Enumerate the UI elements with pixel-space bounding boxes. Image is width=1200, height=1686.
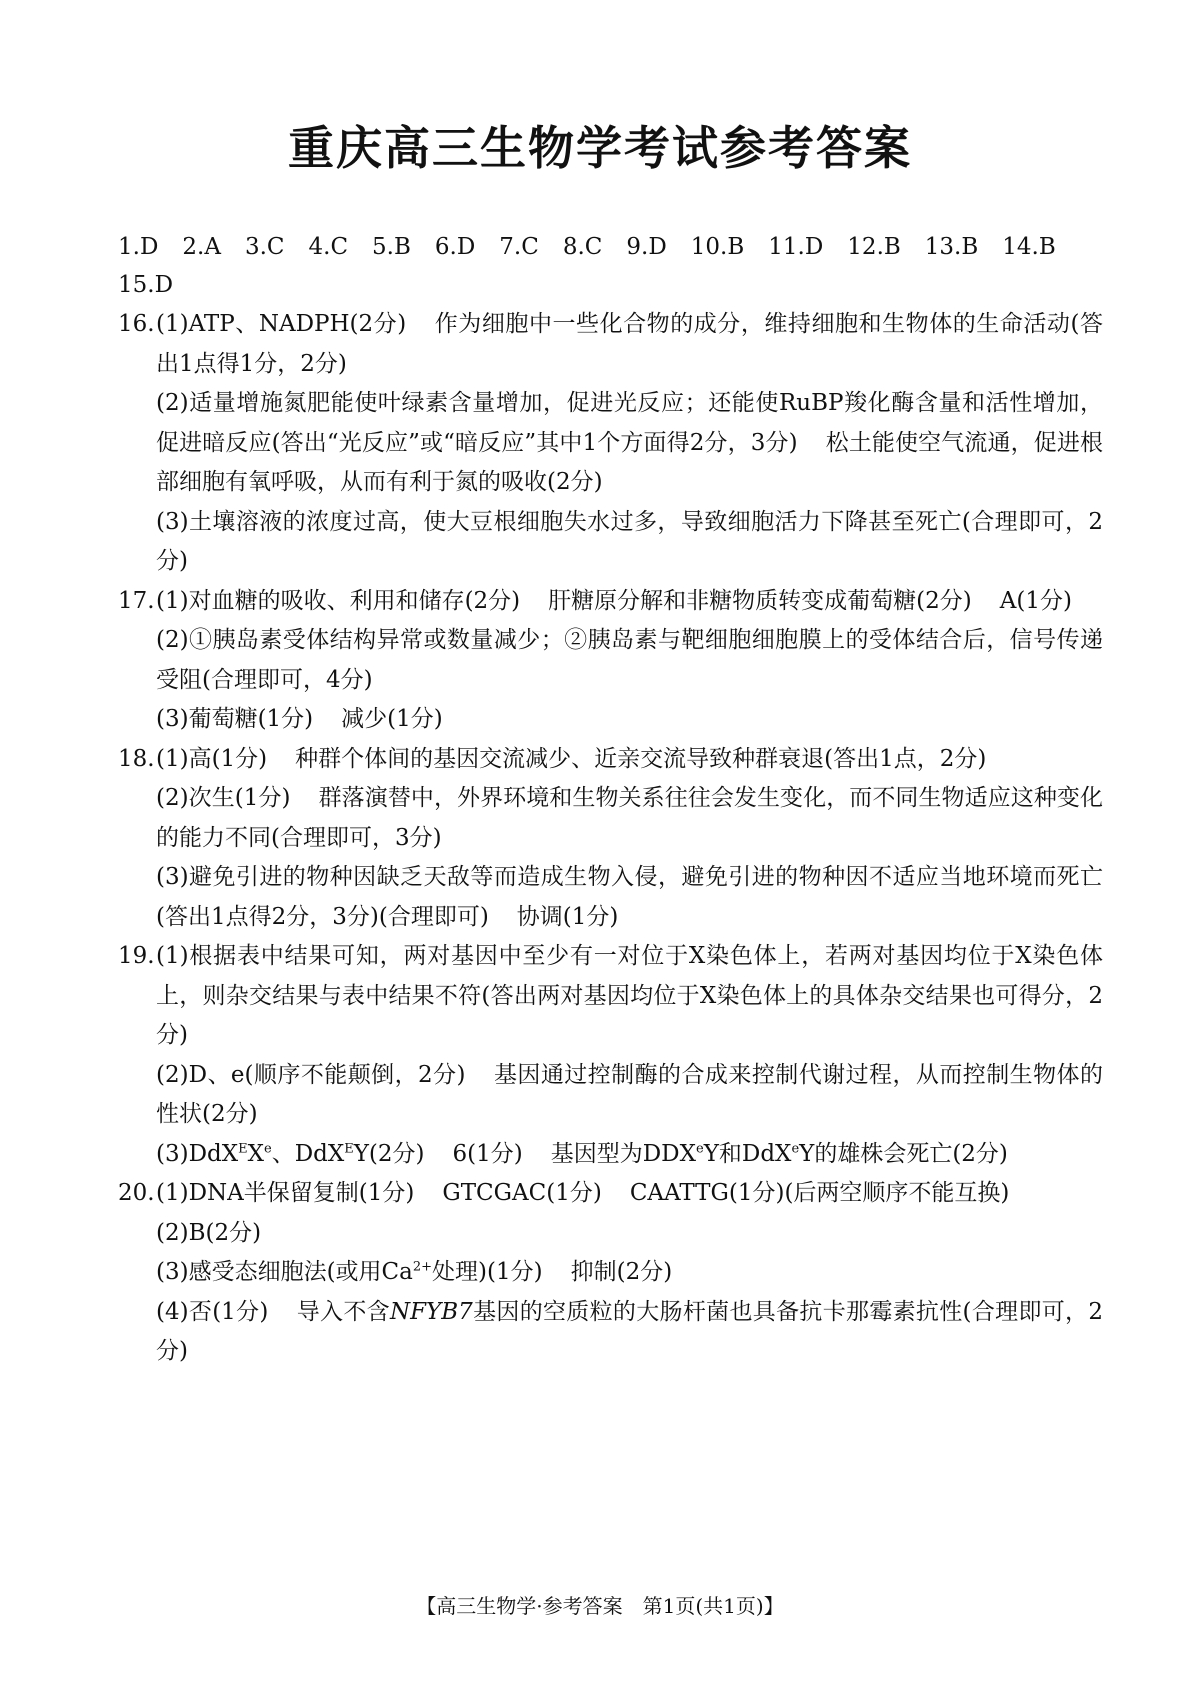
answer-part-1 [156, 305, 1103, 384]
choice-answer: 7.C [499, 234, 539, 260]
answer-part-3 [156, 1253, 1103, 1293]
question-number: 17. [118, 587, 155, 614]
choice-answer: 12.B [847, 234, 901, 260]
answer-text: 群落演替中，外界环境和生物关系往往会发生变化，而不同生物适应这种变化的能力不同(合理即可，3分) [156, 785, 1103, 851]
answer-part-3: (3)土壤溶液的浓度过高，使大豆根细胞失水过多，导致细胞活力下降甚至死亡(合理即可，2分) [156, 508, 1103, 574]
question-19 [118, 937, 1103, 1174]
answer-text: (1)ATP、NADPH(2分) [156, 311, 407, 337]
answer-text: 肝糖原分解和非糖物质转变成葡萄糖(2分) [548, 587, 972, 614]
answer-text: 松土能使空气流通，促进根部细胞有氧呼吸，从而有利于氮的吸收(2分) [156, 429, 1104, 495]
answer-text: Y和DdX [703, 1140, 792, 1167]
answer-text: (1)高(1分) [156, 745, 268, 772]
answer-part-1: (1)根据表中结果可知，两对基因中至少有一对位于X染色体上，若两对基因均位于X染色体上，则杂交结果与表中结果不符(答出两对基因均位于X染色体上的具体杂交结果也可得分，2分) [156, 943, 1103, 1048]
choice-answer: 2.A [182, 234, 221, 260]
answer-text: (2)D、e(顺序不能颠倒，2分) [156, 1061, 466, 1088]
answer-part-2 [156, 779, 1103, 858]
answer-text: (3)葡萄糖(1分) [156, 706, 314, 732]
choice-answer: 4.C [308, 234, 349, 260]
choice-answer: 5.B [372, 234, 411, 260]
question-number: 16. [118, 311, 155, 337]
answer-text: 基因通过控制酶的合成来控制代谢过程，从而控制生物体的性状(2分) [156, 1061, 1103, 1127]
choice-answer: 11.D [768, 234, 824, 260]
answer-part-3 [156, 858, 1103, 937]
choice-answer: 8.C [562, 234, 603, 260]
question-number: 20. [118, 1180, 155, 1206]
multiple-choice-answers [118, 228, 1118, 304]
answer-text: A(1分) [999, 587, 1072, 614]
superscript: e [696, 1140, 704, 1156]
answer-part-3 [156, 700, 1103, 740]
page-footer: 【高三生物学·参考答案 第1页(共1页)】 [416, 1594, 784, 1618]
answer-part-2 [156, 1056, 1103, 1135]
question-16 [118, 305, 1103, 582]
genotype-text: 、DdX [271, 1140, 345, 1167]
choice-row-2 [118, 266, 1118, 304]
superscript: E [238, 1140, 248, 1156]
question-17 [118, 582, 1103, 740]
answer-text: 作为细胞中一些化合物的成分，维持细胞和生物体的生命活动(答出1点得1分，2分) [156, 311, 1103, 377]
answer-part-2: (2)①胰岛素受体结构异常或数量减少；②胰岛素与靶细胞细胞膜上的受体结合后，信号传递受阻(合理即可，4分) [156, 627, 1103, 693]
answer-text: 种群个体间的基因交流减少、近亲交流导致种群衰退(答出1点，2分) [295, 745, 987, 772]
genotype-text: X [247, 1140, 264, 1167]
answer-text: (1)对血糖的吸收、利用和储存(2分) [156, 587, 521, 614]
choice-answer: 13.B [924, 234, 979, 260]
answer-part-2: (2)B(2分) [156, 1219, 262, 1246]
answer-text: (2)适量增施氮肥能使叶绿素含量增加，促进光反应；还能使RuBP羧化酶含量和活性增加，促进暗反应(答出“光反应”或“暗反应”其中1个方面得2分，3分) [156, 390, 1103, 456]
answer-text: Y的雄株会死亡(2分) [799, 1140, 1008, 1167]
answer-text: CAATTG(1分)(后两空顺序不能互换) [629, 1180, 1010, 1206]
page-title: 重庆高三生物学考试参考答案 [288, 121, 912, 175]
question-20 [118, 1174, 1103, 1372]
answer-part-1 [156, 582, 1103, 622]
answer-text: (3)避免引进的物种因缺乏天敌等而造成生物入侵，避免引进的物种因不适应当地环境而死亡(答出1点得2分，3分)(合理即可) [156, 864, 1103, 930]
answer-text: (1)DNA半保留复制(1分) [156, 1180, 415, 1206]
answer-body [118, 305, 1103, 1372]
choice-answer: 15.D [118, 272, 174, 298]
superscript: E [344, 1140, 354, 1156]
answer-text: 基因型为DDX [550, 1140, 696, 1167]
superscript: e [791, 1140, 800, 1156]
answer-text: 处理)(1分) [432, 1259, 543, 1285]
superscript: 2+ [412, 1259, 433, 1275]
gene-name: NFYB7 [389, 1298, 473, 1325]
answer-text: 6(1分) [452, 1140, 523, 1167]
answer-text: 协调(1分) [516, 903, 619, 930]
choice-answer: 6.D [434, 234, 476, 260]
answer-part-3 [156, 1135, 1103, 1175]
answer-part-4 [156, 1293, 1103, 1372]
answer-text: 减少(1分) [341, 706, 443, 732]
question-18 [118, 740, 1103, 938]
answer-text: (2)次生(1分) [156, 785, 291, 811]
answer-part-1 [156, 740, 1103, 780]
choice-answer: 3.C [244, 234, 285, 260]
choice-answer: 10.B [690, 234, 745, 260]
answer-part-1 [156, 1174, 1103, 1214]
answer-text: GTCGAC(1分) [442, 1180, 602, 1206]
superscript: e [264, 1140, 272, 1156]
choice-answer: 1.D [118, 234, 159, 260]
genotype-text: Y(2分) [353, 1140, 425, 1167]
question-number: 18. [118, 745, 155, 772]
answer-part-2 [156, 384, 1103, 503]
genotype-text: (3)DdX [156, 1140, 239, 1167]
answer-text: 基因的空质粒的大肠杆菌也具备抗卡那霉素抗性(合理即可，2分) [156, 1298, 1104, 1364]
question-number: 19. [118, 943, 155, 969]
answer-text: (3)感受态细胞法(或用Ca [156, 1259, 413, 1285]
answer-text: 抑制(2分) [570, 1259, 673, 1285]
choice-answer: 14.B [1002, 234, 1056, 260]
answer-text: 导入不含 [296, 1298, 390, 1325]
answer-text: (4)否(1分) [156, 1298, 269, 1325]
choice-row-1 [118, 228, 1118, 266]
choice-answer: 9.D [626, 234, 667, 260]
